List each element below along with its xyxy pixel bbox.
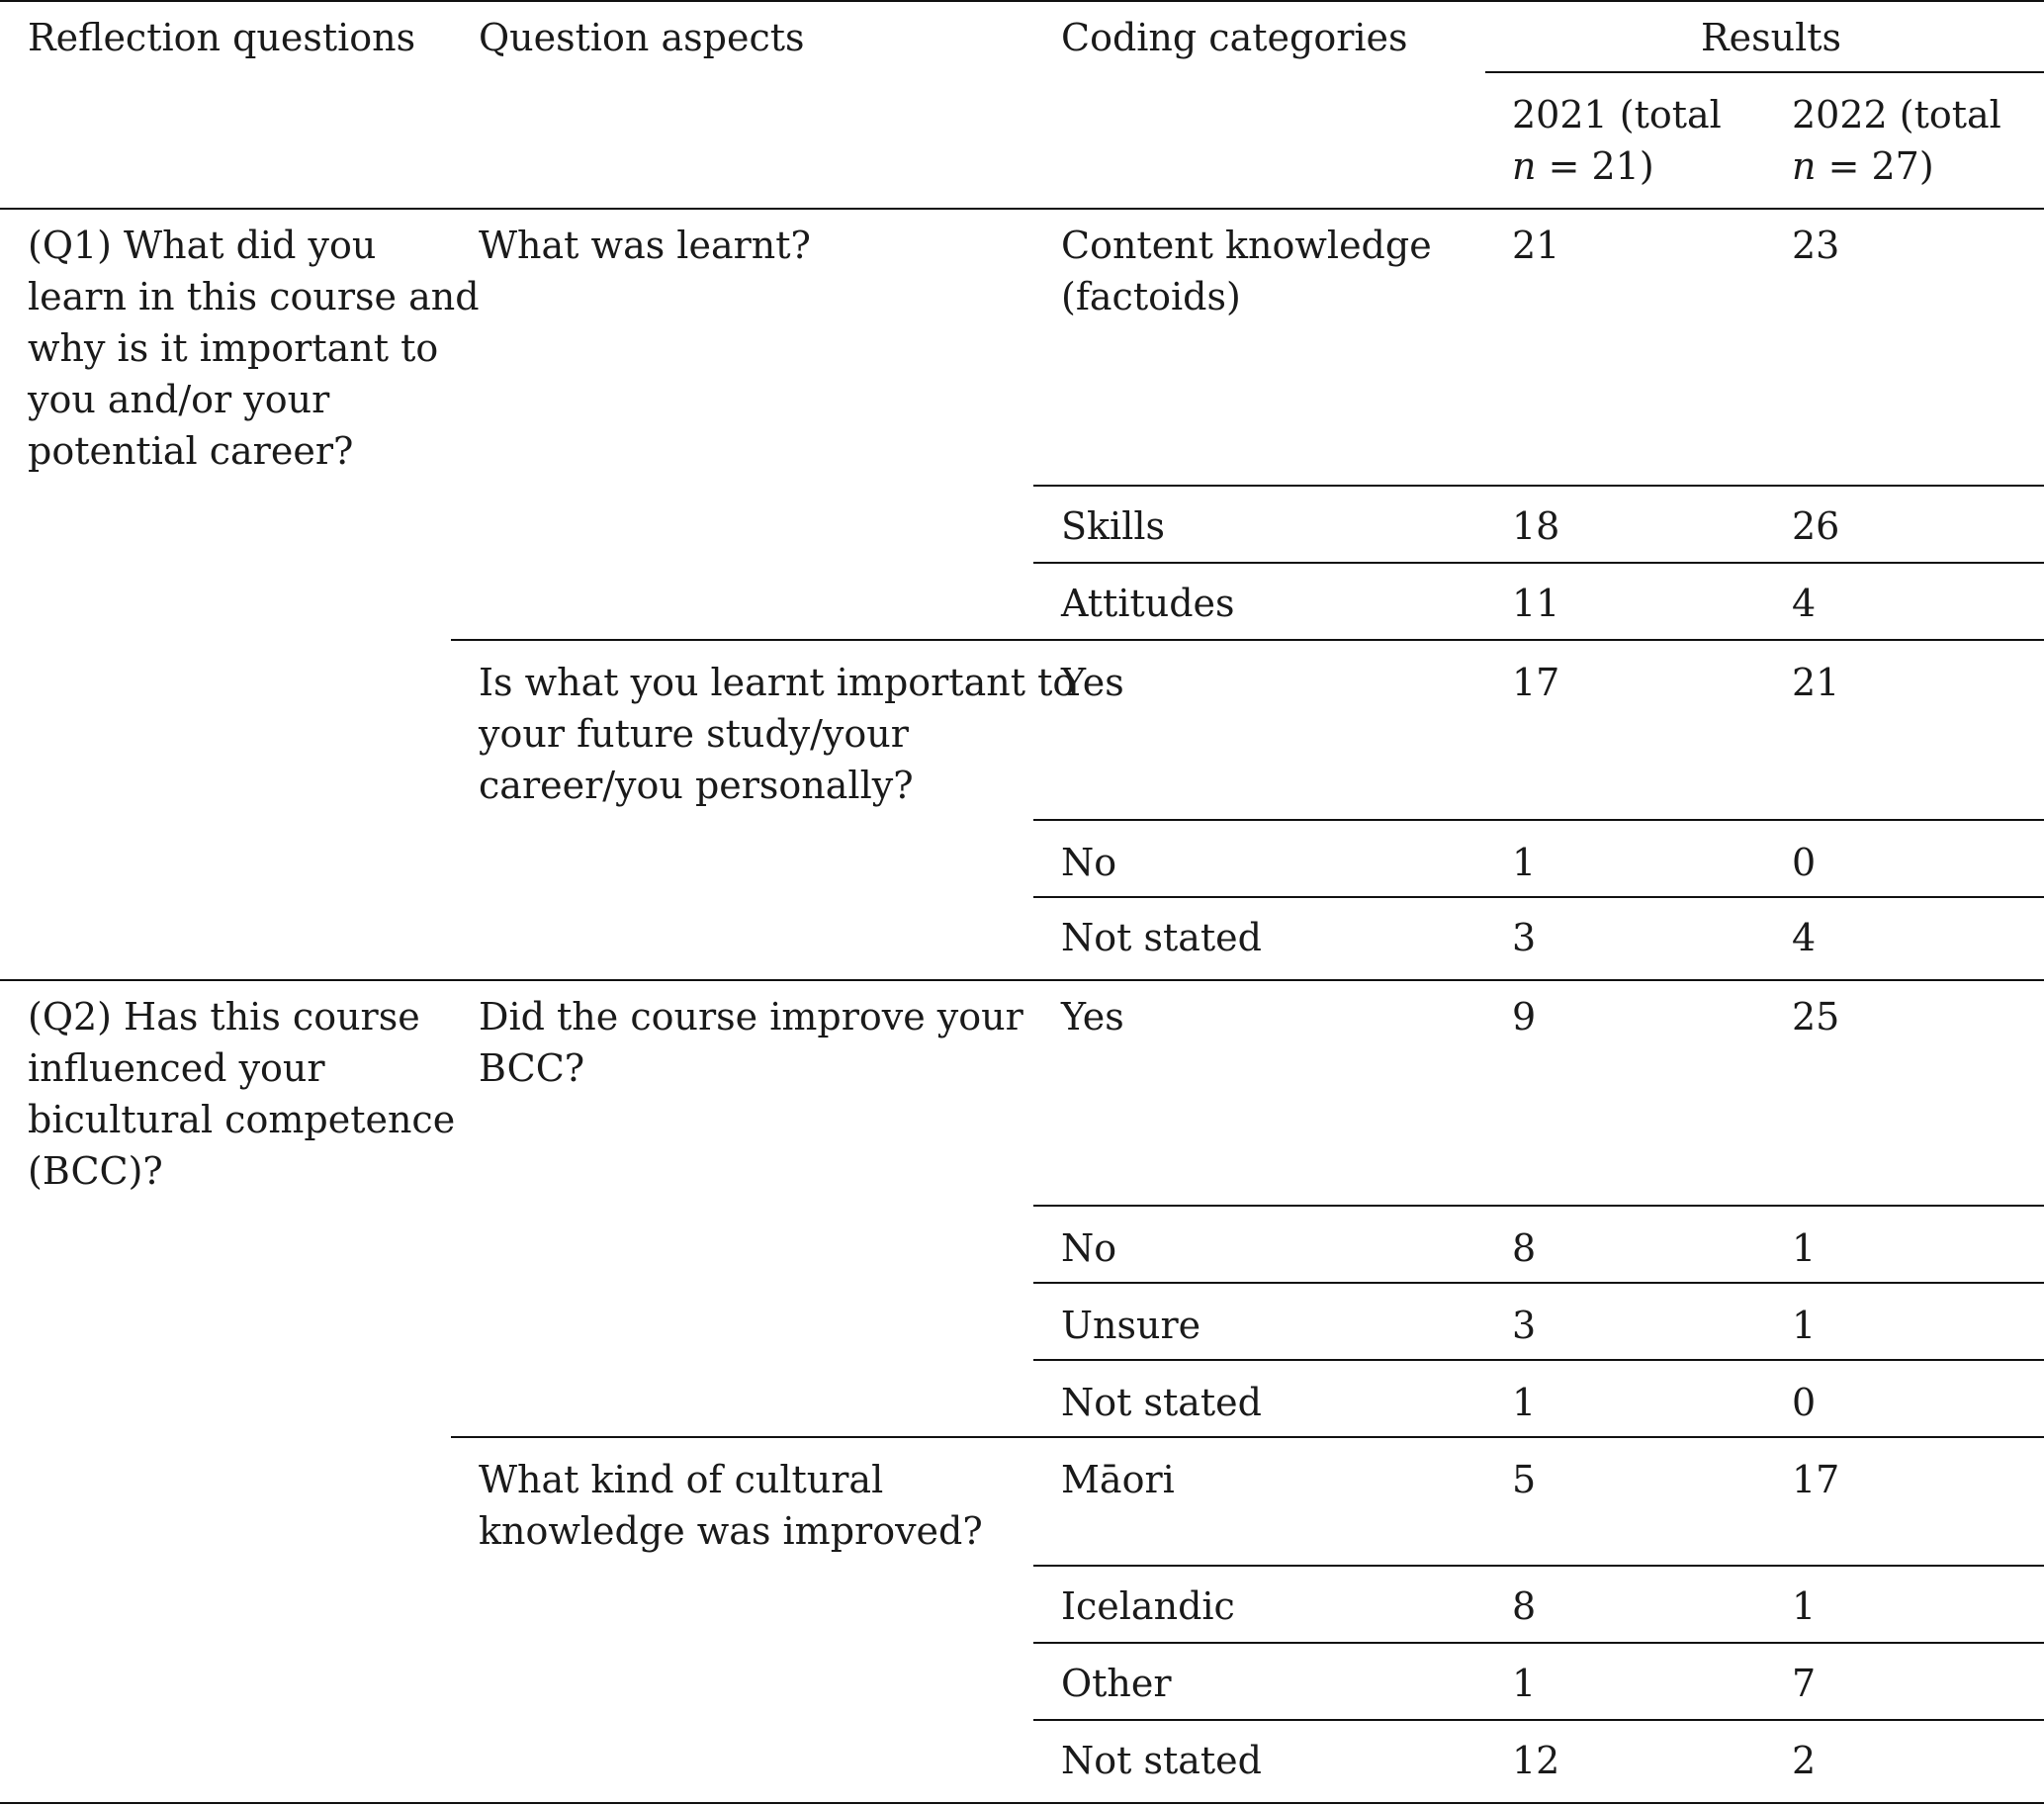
q1-row-rule — [1033, 819, 2044, 821]
q2-row-4-2022: 17 — [1792, 1458, 1840, 1501]
q1-question-line: why is it important to — [28, 326, 439, 370]
header-2021-n-var: n — [1512, 144, 1537, 188]
q1-aspect1-line: What was learnt? — [479, 224, 811, 267]
q1-row-0-category — [1061, 220, 1432, 322]
header-2022-n-var: n — [1792, 144, 1817, 188]
q2-row-2-2022: 1 — [1792, 1304, 1817, 1347]
q2-aspect-cultural-knowledge — [479, 1454, 983, 1557]
q2-row-7-category: Not stated — [1061, 1739, 1262, 1782]
q1-question-line: (Q1) What did you — [28, 224, 377, 267]
q2-question-line: influenced your — [28, 1046, 325, 1090]
q2-aspect2-line: knowledge was improved? — [479, 1509, 983, 1553]
q1-aspect-importance — [479, 657, 1075, 811]
q2-aspect-improve-bcc — [479, 991, 1023, 1094]
header-reflection-questions: Reflection questions — [28, 16, 416, 59]
q1-row-5-category: Not stated — [1061, 916, 1262, 959]
q1-row-rule — [1033, 485, 2044, 487]
q2-row-4-2021: 5 — [1512, 1458, 1537, 1501]
header-2022 — [1792, 89, 2001, 192]
q1-aspect2-line: your future study/your — [479, 712, 909, 756]
q1-row-5-2021: 3 — [1512, 916, 1537, 959]
q2-row-rule — [1033, 1205, 2044, 1207]
q1-row-rule — [1033, 562, 2044, 564]
q1-row-4-2022: 0 — [1792, 841, 1817, 884]
header-2021-line1: 2021 (total — [1512, 93, 1722, 136]
q1-question-line: learn in this course and — [28, 275, 480, 318]
q1-row-1-2021: 18 — [1512, 504, 1560, 548]
q2-aspect1-line: Did the course improve your — [479, 995, 1023, 1038]
q1-question — [28, 220, 480, 477]
q2-row-4-category: Māori — [1061, 1458, 1175, 1501]
q1-aspect-rule — [451, 639, 2044, 641]
q2-row-rule — [1033, 1359, 2044, 1361]
q2-row-2-category: Unsure — [1061, 1304, 1201, 1347]
q1-row-1-2022: 26 — [1792, 504, 1840, 548]
q1-q2-rule — [0, 979, 2044, 981]
q2-row-rule — [1033, 1642, 2044, 1644]
q1-row-2-2022: 4 — [1792, 582, 1817, 625]
q1-aspect-what-learnt — [479, 220, 811, 271]
q2-row-5-category: Icelandic — [1061, 1584, 1235, 1628]
q2-row-rule — [1033, 1719, 2044, 1721]
header-2022-n-value: = 27) — [1816, 144, 1934, 188]
q2-row-5-2022: 1 — [1792, 1584, 1817, 1628]
header-2021-line2 — [1512, 140, 1722, 192]
header-results: Results — [1701, 16, 1841, 59]
results-rule — [1485, 71, 2044, 73]
q2-row-6-category: Other — [1061, 1662, 1172, 1705]
q2-row-rule — [1033, 1282, 2044, 1284]
q2-aspect2-line: What kind of cultural — [479, 1458, 884, 1501]
q1-row-rule — [1033, 896, 2044, 898]
q1-row-2-2021: 11 — [1512, 582, 1560, 625]
q2-row-1-2021: 8 — [1512, 1226, 1537, 1270]
q1-row-3-category: Yes — [1061, 661, 1124, 704]
q1-row-4-category: No — [1061, 841, 1117, 884]
q2-row-1-category: No — [1061, 1226, 1117, 1270]
q2-row-7-2021: 12 — [1512, 1739, 1560, 1782]
q2-row-0-2021: 9 — [1512, 995, 1537, 1038]
q2-row-3-2022: 0 — [1792, 1381, 1817, 1424]
header-2021 — [1512, 89, 1722, 192]
q2-row-2-2021: 3 — [1512, 1304, 1537, 1347]
header-2022-line2 — [1792, 140, 2001, 192]
q1-row-4-2021: 1 — [1512, 841, 1537, 884]
q2-row-6-2021: 1 — [1512, 1662, 1537, 1705]
q2-aspect1-line: BCC? — [479, 1046, 585, 1090]
category-line: (factoids) — [1061, 275, 1241, 318]
q2-question-line: (Q2) Has this course — [28, 995, 420, 1038]
q2-row-5-2021: 8 — [1512, 1584, 1537, 1628]
q1-row-2-category: Attitudes — [1061, 582, 1235, 625]
q1-row-0-2022: 23 — [1792, 224, 1840, 267]
q2-row-6-2022: 7 — [1792, 1662, 1817, 1705]
q2-question-line: (BCC)? — [28, 1149, 163, 1193]
q2-row-rule — [1033, 1565, 2044, 1567]
q1-row-3-2022: 21 — [1792, 661, 1840, 704]
q1-row-3-2021: 17 — [1512, 661, 1560, 704]
q1-question-line: potential career? — [28, 429, 354, 473]
q1-row-1-category: Skills — [1061, 504, 1166, 548]
q1-aspect2-line: Is what you learnt important to — [479, 661, 1076, 704]
q2-row-3-2021: 1 — [1512, 1381, 1537, 1424]
q1-question-line: you and/or your — [28, 378, 330, 421]
q2-question — [28, 991, 455, 1197]
category-line: Content knowledge — [1061, 224, 1432, 267]
header-coding-categories: Coding categories — [1061, 16, 1408, 59]
q1-row-5-2022: 4 — [1792, 916, 1817, 959]
q2-row-7-2022: 2 — [1792, 1739, 1817, 1782]
header-2021-n-value: = 21) — [1536, 144, 1654, 188]
q2-row-0-category: Yes — [1061, 995, 1124, 1038]
q1-aspect2-line: career/you personally? — [479, 764, 914, 807]
q2-row-1-2022: 1 — [1792, 1226, 1817, 1270]
q2-aspect-rule — [451, 1436, 2044, 1438]
q2-question-line: bicultural competence — [28, 1098, 456, 1141]
header-2022-line1: 2022 (total — [1792, 93, 2001, 136]
q2-row-3-category: Not stated — [1061, 1381, 1262, 1424]
top-rule — [0, 0, 2044, 2]
q1-row-0-2021: 21 — [1512, 224, 1560, 267]
header-question-aspects: Question aspects — [479, 16, 805, 59]
header-bottom-rule — [0, 208, 2044, 210]
bottom-rule — [0, 1802, 2044, 1804]
q2-row-0-2022: 25 — [1792, 995, 1840, 1038]
